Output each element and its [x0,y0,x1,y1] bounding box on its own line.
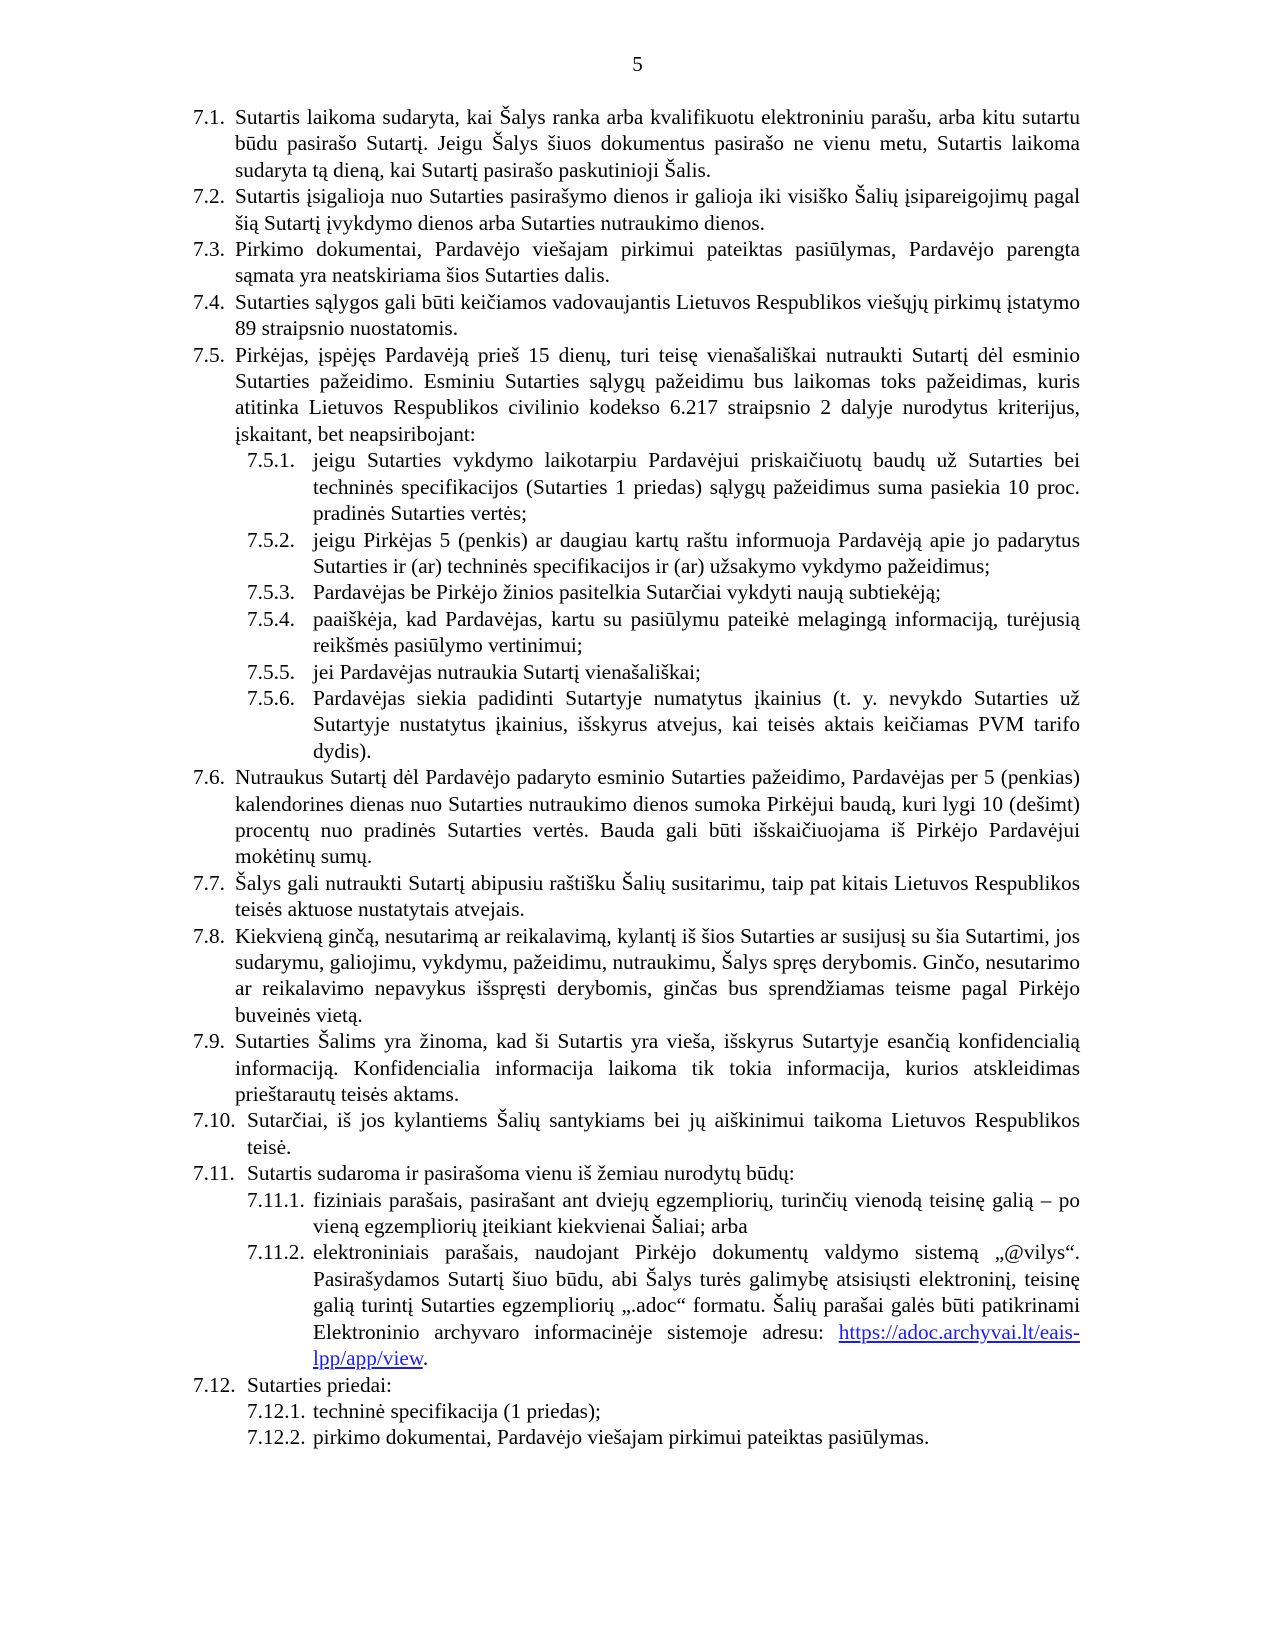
clause-7-5-5 [193,659,1080,685]
clause-text: Sutarties Šalims yra žinoma, kad ši Sutartis yra vieša, išskyrus Sutartyje esančią konfidencialią informaciją. Konfidencialia informacija laikoma tik tokia informacija, kurios atskleidimas prieštarautų teisės aktams. [235,1029,1080,1107]
clause-7-5 [193,342,1080,448]
subclause-text: jeigu Pirkėjas 5 (penkis) ar daugiau kartų raštu informuoja Pardavėją apie jo padarytus Sutarties ir (ar) techninės specifikacijos ir (ar) užsakymo vykdymo pažeidimus; [313,527,1080,578]
clause-7-12-2 [193,1424,1080,1450]
clause-7-5-3 [193,579,1080,605]
subclause-number: 7.5.3. [247,580,295,605]
subclause-number: 7.5.4. [247,606,295,631]
clause-7-3 [193,236,1080,289]
document-body [193,104,1080,1451]
clause-text: Pirkėjas, įspėjęs Pardavėją prieš 15 dienų, turi teisę vienašališkai nutraukti Sutartį dėl esminio Sutarties pažeidimo. Esminiu Sutarties sąlygų pažeidimu bus laikomas toks pažeidimas, kuris atitinka Lietuvos Respublikos civilinio kodekso 6.217 straipsnio 2 dalyje nurodytus kriterijus, įskaitant, bet neapsiribojant: [235,342,1080,446]
clause-7-4 [193,289,1080,342]
clause-7-5-4 [193,606,1080,659]
clause-number: 7.10. [193,1108,236,1133]
clause-7-1 [193,104,1080,183]
clause-text: Sutartis sudaroma ir pasirašoma vienu iš žemiau nurodytų būdų: [247,1161,795,1186]
clause-number: 7.7. [193,870,225,895]
clause-number: 7.11. [193,1161,235,1186]
clause-number: 7.4. [193,289,225,314]
subclause-text: pirkimo dokumentai, Pardavėjo viešajam pirkimui pateiktas pasiūlymas. [313,1425,930,1450]
clause-7-8 [193,923,1080,1029]
subclause-number: 7.11.2. [247,1240,305,1265]
clause-text: Pirkimo dokumentai, Pardavėjo viešajam pirkimui pateiktas pasiūlymas, Pardavėjo parengta sąmata yra neatskiriama šios Sutarties dalis. [235,237,1080,288]
subclause-text: paaiškėja, kad Pardavėjas, kartu su pasiūlymu pateikė melagingą informaciją, turėjusią reikšmės pasiūlymo vertinimui; [313,606,1080,658]
clause-number: 7.3. [193,237,225,262]
clause-number: 7.1. [193,105,225,129]
clause-text: Sutartis laikoma sudaryta, kai Šalys ranka arba kvalifikuotu elektroniniu parašu, arba kitu sutartu būdu pasirašo Sutartį. Jeigu Šalys šiuos dokumentus pasirašo ne vienu metu, Sutartis laikoma sudaryta tą dieną, kai Sutartį pasirašo paskutinioji Šalis. [235,105,1080,182]
clause-7-7 [193,870,1080,923]
clause-7-5-6 [193,685,1080,764]
clause-text: Kiekvieną ginčą, nesutarimą ar reikalavimą, kylantį iš šios Sutarties ar susijusį su šia Sutartimi, jos sudarymu, galiojimu, vykdymu, pažeidimu, nutraukimu, Šalys spręs derybomis. Ginčo, nesutarimo ar reikalavimo nepavykus išspręsti derybomis, ginčas bus sprendžiamas teisme pagal Pirkėjo buveinės vietą. [235,923,1080,1027]
clause-7-2 [193,183,1080,236]
clause-text: Sutarties priedai: [247,1372,392,1397]
clause-7-11 [193,1160,1080,1186]
subclause-number: 7.11.1. [247,1187,305,1212]
clause-7-11-2 [193,1239,1080,1371]
clause-text: Sutartis įsigalioja nuo Sutarties pasirašymo dienos ir galioja iki visiško Šalių įsipareigojimų pagal šią Sutartį įvykdymo dienos arba Sutarties nutraukimo dienos. [235,184,1080,235]
clause-7-9 [193,1028,1080,1107]
subclause-number: 7.12.1. [247,1398,306,1423]
subclause-text: jeigu Sutarties vykdymo laikotarpiu Pardavėjui priskaičiuotų baudų už Sutarties bei techninės specifikacijos (Sutarties 1 priedas) sąlygų pažeidimus suma pasiekia 10 proc. pradinės Sutarties vertės; [313,448,1080,526]
clause-text: Nutraukus Sutartį dėl Pardavėjo padaryto esminio Sutarties pažeidimo, Pardavėjas per 5 (penkias) kalendorines dienas nuo Sutarties nutraukimo dienos sumoka Pirkėjui baudą, kuri lygi 10 (dešimt) procentų nuo pradinės Sutarties vertės. Bauda gali būti išskaičiuojama iš Pirkėjo Pardavėjui mokėtinų sumų. [235,765,1080,869]
clause-7-12-1 [193,1398,1080,1424]
link-trailing-punct: . [422,1346,429,1371]
subclause-text: jei Pardavėjas nutraukia Sutartį vienašališkai; [313,659,701,684]
page-number: 5 [632,52,643,76]
subclause-text [313,1239,1080,1371]
subclause-body: elektroniniais parašais, naudojant Pirkėjo dokumentų valdymo sistemą „@vilys“. Pasirašydamos Sutartį šiuo būdu, abi Šalys turės galimybę atsisiųsti elektroninį, teisinę galią turintį Sutarties egzempliorių „.adoc“ formatu. Šalių parašai galės būti patikrinami Elektroninio archyvaro informacinėje sistemoje adresu: [313,1240,1080,1344]
subclause-number: 7.12.2. [247,1425,306,1450]
subclause-text: fiziniais parašais, pasirašant ant dviejų egzempliorių, turinčių vienodą teisinę galią – po vieną egzempliorių įteikiant kiekvienai Šaliai; arba [313,1187,1080,1239]
subclause-text: Pardavėjas be Pirkėjo žinios pasitelkia Sutarčiai vykdyti naują subtiekėją; [313,580,942,605]
clause-7-10 [193,1107,1080,1160]
clause-number: 7.2. [193,184,225,209]
subclause-number: 7.5.1. [247,448,295,473]
clause-number: 7.6. [193,765,225,790]
subclause-number: 7.5.5. [247,659,295,684]
clause-7-5-2 [193,527,1080,580]
archive-link[interactable]: https://adoc.archyvai.lt/eais-lpp/app/view [313,1319,1080,1371]
clause-number: 7.5. [193,342,225,367]
clause-number: 7.12. [193,1372,236,1397]
clause-text: Sutarčiai, iš jos kylantiems Šalių santykiams bei jų aiškinimui taikoma Lietuvos Respublikos teisė. [247,1108,1080,1159]
clause-number: 7.8. [193,923,225,948]
clause-7-6 [193,764,1080,870]
subclause-number: 7.5.2. [247,527,295,552]
clause-text: Sutarties sąlygos gali būti keičiamos vadovaujantis Lietuvos Respublikos viešųjų pirkimų įstatymo 89 straipsnio nuostatomis. [235,289,1080,341]
subclause-text: techninė specifikacija (1 priedas); [313,1398,601,1423]
clause-7-11-1 [193,1187,1080,1240]
clause-number: 7.9. [193,1029,225,1054]
clause-text: Šalys gali nutraukti Sutartį abipusiu raštišku Šalių susitarimu, taip pat kitais Lietuvos Respublikos teisės aktuose nustatytais atvejais. [235,870,1080,922]
subclause-number: 7.5.6. [247,685,295,710]
clause-7-5-1 [193,447,1080,526]
clause-7-12 [193,1372,1080,1398]
subclause-text: Pardavėjas siekia padidinti Sutartyje numatytus įkainius (t. y. nevykdo Sutarties už Sutartyje nustatytus įkainius, išskyrus atvejus, kai teisės aktais keičiamas PVM tarifo dydis). [313,685,1080,763]
